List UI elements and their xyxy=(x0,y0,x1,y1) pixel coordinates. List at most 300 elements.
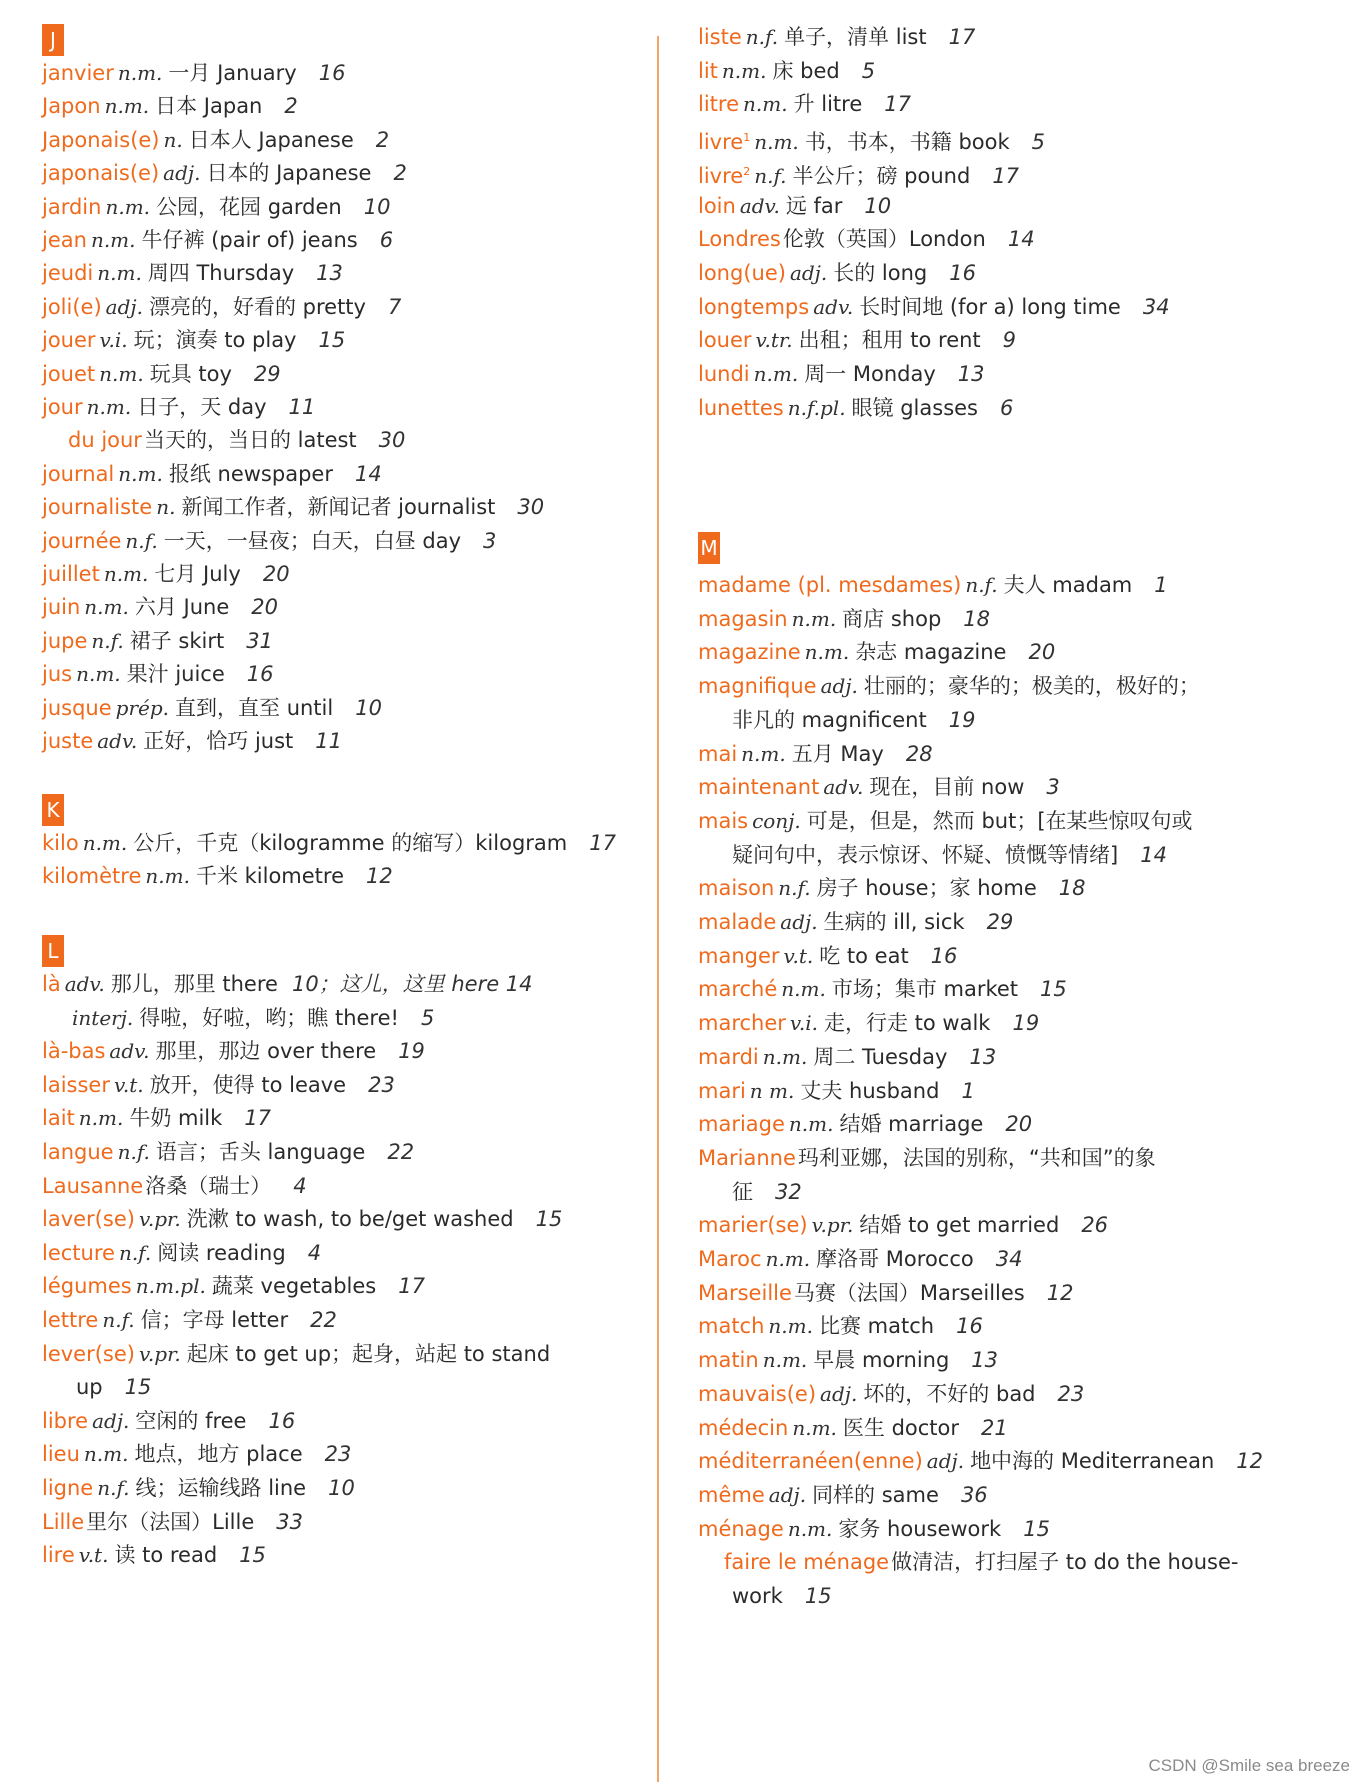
entry-definition: 洛桑（瑞士） xyxy=(145,1173,272,1198)
dictionary-entry xyxy=(42,492,544,522)
grammar-label: n.m. xyxy=(804,640,850,665)
entry-definition: 报纸 newspaper xyxy=(168,461,333,486)
dictionary-entry xyxy=(68,425,405,455)
page-reference: 21 xyxy=(981,1415,1008,1440)
entry-definition: 牛仔裤 (pair of) jeans xyxy=(141,228,358,252)
grammar-label: v.i. xyxy=(99,328,128,353)
dictionary-entry xyxy=(42,58,345,88)
grammar-label: n.m. xyxy=(753,362,799,386)
grammar-label: n.m. xyxy=(721,58,767,83)
grammar-label: adj. xyxy=(780,910,818,934)
dictionary-entry xyxy=(698,806,1193,836)
column-divider xyxy=(657,36,659,1782)
page-reference: 16 xyxy=(246,662,274,687)
entry-word: magazine xyxy=(698,640,801,665)
entry-definition: 线；运输线路 line xyxy=(135,1476,307,1500)
dictionary-entry xyxy=(698,739,933,769)
entry-word: kilo xyxy=(42,831,79,855)
dictionary-entry xyxy=(42,559,290,589)
entry-word: maison xyxy=(698,876,775,901)
entry-definition: 生病的 ill, sick xyxy=(823,910,965,934)
grammar-label: v.t. xyxy=(113,1072,144,1097)
entry-definition: 一月 January xyxy=(168,61,297,85)
grammar-label: adj. xyxy=(768,1482,807,1507)
entry-definition: up xyxy=(76,1375,103,1400)
entry-word: Marianne xyxy=(698,1145,796,1170)
entry-word: Lausanne xyxy=(42,1173,144,1198)
grammar-label: v.tr. xyxy=(755,328,793,353)
dictionary-entry xyxy=(42,1439,351,1469)
dictionary-entry xyxy=(698,1008,1039,1038)
grammar-label: n.m. xyxy=(82,831,128,855)
entry-word: langue xyxy=(42,1140,114,1164)
grammar-label: n.m. xyxy=(762,1044,808,1069)
entry-definition: 市场；集市 market xyxy=(831,977,1019,1002)
entry-definition: 夫人 madam xyxy=(1003,573,1133,597)
entry-word: janvier xyxy=(42,61,114,85)
dictionary-entry xyxy=(698,89,911,119)
entry-definition: 得啦，好啦，哟；瞧 there! xyxy=(139,1005,399,1030)
dictionary-entry xyxy=(698,1413,1008,1443)
page-reference: 9 xyxy=(1002,328,1017,353)
grammar-label: n.m. xyxy=(83,1442,129,1467)
grammar-label: adj. xyxy=(163,161,201,186)
entry-word: lunettes xyxy=(698,395,784,420)
entry-word: jouer xyxy=(42,328,96,353)
grammar-label: adj. xyxy=(789,260,828,285)
page-reference: 11 xyxy=(315,729,342,753)
entry-definition: 早晨 morning xyxy=(813,1348,950,1373)
entry-word: là xyxy=(42,972,61,996)
entry-definition: 吃 to eat xyxy=(819,943,909,968)
entry-definition: 眼镜 glasses xyxy=(851,395,978,420)
entry-definition: 日本 Japan xyxy=(155,94,263,119)
entry-word: lit xyxy=(698,58,718,83)
section-letter-m: M xyxy=(698,532,720,564)
entry-definition: 周一 Monday xyxy=(804,362,936,386)
entry-word: jupe xyxy=(42,628,88,653)
page-reference: 36 xyxy=(960,1482,988,1507)
page-reference: 12 xyxy=(366,864,393,889)
entry-definition: 地点，地方 place xyxy=(134,1442,303,1467)
page-reference: 29 xyxy=(986,910,1014,934)
page-reference: 3 xyxy=(483,528,497,553)
page-reference: 3 xyxy=(1046,775,1060,800)
entry-definition: 公园，花园 garden xyxy=(156,194,342,219)
entry-definition: 六月 June xyxy=(134,595,230,620)
dictionary-entry xyxy=(42,392,315,422)
page-reference: 16 xyxy=(318,61,346,85)
page-reference: 34 xyxy=(1142,294,1170,319)
entry-word: jardin xyxy=(42,194,102,219)
dictionary-entry xyxy=(42,659,274,689)
grammar-label: n.f. xyxy=(778,876,811,901)
dictionary-entry xyxy=(698,359,985,389)
grammar-label: n.m. xyxy=(76,662,121,687)
entry-definition: 马赛（法国）Marseilles xyxy=(793,1280,1025,1305)
grammar-label: n.m. xyxy=(791,606,837,631)
dictionary-entry xyxy=(42,1540,266,1570)
dictionary-entry xyxy=(698,191,891,221)
dictionary-entry xyxy=(42,1507,303,1537)
page-reference: 17 xyxy=(589,831,616,855)
entry-definition: 玩具 toy xyxy=(149,361,232,386)
entry-word: mari xyxy=(698,1078,746,1103)
page-reference: 10 xyxy=(328,1476,355,1500)
grammar-label: adj. xyxy=(820,674,858,699)
grammar-label: n.m. xyxy=(765,1247,811,1271)
page-reference: 15 xyxy=(535,1207,563,1232)
dictionary-entry xyxy=(698,671,1200,701)
page-reference: 13 xyxy=(969,1044,997,1069)
entry-definition: 直到，直至 until xyxy=(175,695,334,720)
page-reference: 20 xyxy=(1028,640,1056,665)
entry-definition: 结婚 to get married xyxy=(859,1213,1060,1238)
page-reference: 28 xyxy=(905,741,933,766)
page-reference: 19 xyxy=(1012,1011,1040,1036)
page-reference: 10 xyxy=(355,695,382,720)
page-reference: 22 xyxy=(310,1308,337,1332)
page-reference: 20 xyxy=(1005,1112,1033,1137)
grammar-label: n. xyxy=(156,495,176,520)
dictionary-entry xyxy=(724,1547,1238,1577)
entry-word: match xyxy=(698,1314,765,1339)
grammar-label: n.m. xyxy=(99,361,144,386)
dictionary-entry xyxy=(698,873,1086,903)
page-reference: 19 xyxy=(398,1039,425,1064)
dictionary-entry xyxy=(42,192,390,222)
dictionary-entry xyxy=(42,158,407,188)
dictionary-entry xyxy=(42,1339,550,1369)
grammar-label: v.i. xyxy=(789,1011,818,1036)
entry-word: marcher xyxy=(698,1011,786,1036)
page-reference: 1 xyxy=(1154,573,1168,597)
entry-definition: 公斤，千克（kilogramme 的缩写）kilogram xyxy=(133,831,568,855)
grammar-label: v.t. xyxy=(783,943,814,968)
entry-definition: 结婚 marriage xyxy=(839,1112,984,1137)
entry-definition: 周四 Thursday xyxy=(147,261,295,286)
dictionary-entry xyxy=(730,705,975,735)
page-reference: 2 xyxy=(393,161,407,186)
grammar-label: n.f. xyxy=(125,528,158,553)
page-reference: 13 xyxy=(316,261,343,286)
page-reference: 22 xyxy=(387,1140,415,1164)
entry-definition: 走，行走 to walk xyxy=(823,1011,991,1036)
entry-word: Maroc xyxy=(698,1247,762,1271)
entry-definition: 空闲的 free xyxy=(135,1408,247,1433)
entry-definition: 同样的 same xyxy=(812,1482,939,1507)
grammar-label: n.f. xyxy=(745,25,779,49)
dictionary-entry xyxy=(42,1137,414,1167)
entry-word: maintenant xyxy=(698,775,820,800)
grammar-label: adv. xyxy=(97,729,138,753)
grammar-label: conj. xyxy=(752,808,801,833)
dictionary-entry xyxy=(42,1473,355,1503)
page-reference: 23 xyxy=(368,1072,395,1097)
entry-definition: 非凡的 magnificent xyxy=(732,707,927,732)
grammar-label: adj. xyxy=(105,294,143,319)
page-reference: 20 xyxy=(262,562,290,586)
page-reference: 14 xyxy=(354,461,382,486)
entry-definition: 漂亮的，好看的 pretty xyxy=(148,294,366,319)
dictionary-entry xyxy=(42,969,533,999)
entry-definition: 玛利亚娜，法国的别称，“共和国”的象 xyxy=(797,1145,1156,1170)
dictionary-entry xyxy=(698,123,1045,153)
page-reference: 33 xyxy=(276,1509,303,1534)
entry-word: même xyxy=(698,1482,765,1507)
entry-word: ligne xyxy=(42,1476,94,1500)
entry-word: laver(se) xyxy=(42,1207,135,1232)
grammar-label: n.m. xyxy=(792,1415,837,1440)
grammar-label: n.m. xyxy=(145,864,190,889)
grammar-label: v.pr. xyxy=(138,1207,181,1232)
page-reference: 15 xyxy=(1040,977,1067,1002)
dictionary-entry xyxy=(730,1581,832,1611)
dictionary-entry xyxy=(42,125,389,155)
entry-word: lundi xyxy=(698,362,750,386)
entry-word: faire le ménage xyxy=(724,1550,890,1575)
watermark: CSDN @Smile sea breeze xyxy=(1148,1756,1350,1775)
entry-definition: 可是，但是，然而 but；[在某些惊叹句或 xyxy=(806,808,1193,833)
entry-definition: 比赛 match xyxy=(818,1314,935,1339)
entry-definition: 摩洛哥 Morocco xyxy=(816,1247,974,1271)
page-reference: 2 xyxy=(284,94,298,119)
dictionary-entry xyxy=(698,1480,988,1510)
dictionary-entry xyxy=(42,359,281,389)
entry-word: mardi xyxy=(698,1044,759,1069)
page-reference: 17 xyxy=(948,25,976,49)
grammar-label: n.f. xyxy=(117,1140,150,1164)
dictionary-entry xyxy=(42,292,401,322)
page-reference: 29 xyxy=(253,361,281,386)
page-reference: 18 xyxy=(1058,876,1086,901)
grammar-label: n.m. xyxy=(90,228,136,252)
grammar-label: n.m. xyxy=(97,261,142,286)
entry-definition: 单子，清单 list xyxy=(784,25,927,49)
grammar-label: n.f. xyxy=(754,163,787,188)
grammar-label: adj. xyxy=(820,1381,858,1406)
entry-definition: 家务 housework xyxy=(838,1516,1002,1541)
dictionary-entry xyxy=(42,258,343,288)
page-reference: 10 xyxy=(363,194,391,219)
entry-definition: 医生 doctor xyxy=(842,1415,960,1440)
page-reference: 30 xyxy=(517,495,545,520)
grammar-label: adv. xyxy=(823,775,864,800)
grammar-label: n.m. xyxy=(741,741,786,766)
page-reference: 5 xyxy=(861,58,876,83)
grammar-label: n.f. xyxy=(102,1308,135,1332)
entry-word: jus xyxy=(42,662,73,687)
entry-word: journaliste xyxy=(42,495,153,520)
dictionary-entry xyxy=(698,1379,1084,1409)
entry-definition: 一天，一昼夜；白天，白昼 day xyxy=(163,528,462,553)
grammar-label: n.m. xyxy=(86,395,132,419)
dictionary-entry xyxy=(698,56,875,86)
page-reference: 23 xyxy=(1057,1381,1085,1406)
entry-word: longtemps xyxy=(698,294,810,319)
entry-word: jouet xyxy=(42,361,96,386)
entry-word: lecture xyxy=(42,1240,115,1265)
entry-definition: 正好，恰巧 just xyxy=(143,729,294,753)
page-reference: 4 xyxy=(293,1173,307,1198)
entry-definition: 玩；演奏 to play xyxy=(133,328,297,353)
entry-word: jusque xyxy=(42,695,112,720)
dictionary-entry xyxy=(42,1204,562,1234)
dictionary-entry xyxy=(698,1446,1263,1476)
dictionary-entry xyxy=(42,1305,337,1335)
entry-word: journal xyxy=(42,461,115,486)
dictionary-entry xyxy=(42,225,393,255)
dictionary-entry xyxy=(698,941,957,971)
entry-definition: 坏的，不好的 bad xyxy=(863,1381,1036,1406)
page-reference: 26 xyxy=(1081,1213,1109,1238)
entry-word: Lille xyxy=(42,1509,85,1534)
entry-word: loin xyxy=(698,193,736,218)
grammar-label: n.f. xyxy=(97,1476,130,1500)
section-letter-k: K xyxy=(42,794,64,826)
entry-definition: 放开，使得 to leave xyxy=(149,1072,347,1097)
page-reference: 17 xyxy=(992,163,1020,188)
entry-word: juste xyxy=(42,729,94,753)
entry-word: juin xyxy=(42,595,81,620)
entry-definition: 出租；租用 to rent xyxy=(798,328,981,353)
page-reference: 5 xyxy=(420,1005,435,1030)
entry-word: jour xyxy=(42,395,83,419)
dictionary-entry xyxy=(730,1177,802,1207)
grammar-label: n.m. xyxy=(743,92,788,117)
page-reference: 12 xyxy=(1046,1280,1074,1305)
entry-word: magnifique xyxy=(698,674,817,699)
dictionary-entry xyxy=(698,604,990,634)
entry-definition: 做清洁，打扫屋子 to do the house- xyxy=(891,1550,1239,1575)
dictionary-entry xyxy=(698,1514,1050,1544)
entry-definition: 蔬菜 vegetables xyxy=(211,1274,377,1299)
dictionary-entry xyxy=(698,570,1168,600)
page-reference: 14 xyxy=(1140,842,1167,867)
dictionary-entry xyxy=(698,1311,983,1341)
entry-definition: 那里，那边 over there xyxy=(155,1039,377,1064)
grammar-label: n.m. xyxy=(787,1516,833,1541)
dictionary-entry xyxy=(42,861,393,891)
dictionary-entry xyxy=(42,592,278,622)
entry-definition: 周二 Tuesday xyxy=(813,1044,948,1069)
entry-word: libre xyxy=(42,1408,89,1433)
entry-definition: 里尔（法国）Lille xyxy=(86,1509,255,1534)
page-reference: 15 xyxy=(239,1543,266,1568)
dictionary-entry xyxy=(42,1070,395,1100)
dictionary-entry xyxy=(698,22,975,52)
entry-word: matin xyxy=(698,1348,759,1373)
entry-word: jean xyxy=(42,228,87,252)
grammar-label: interj. xyxy=(72,1005,134,1030)
page-reference: 7 xyxy=(387,294,402,319)
entry-word: louer xyxy=(698,328,752,353)
dictionary-entry xyxy=(42,526,496,556)
dictionary-entry xyxy=(698,1109,1032,1139)
page-reference: 14 xyxy=(1007,227,1035,252)
page-reference: 23 xyxy=(324,1442,352,1467)
entry-word: lait xyxy=(42,1106,75,1131)
entry-definition: 伦敦（英国）London xyxy=(782,227,986,252)
dictionary-entry xyxy=(42,1036,425,1066)
entry-word: magasin xyxy=(698,606,788,631)
grammar-label: n. xyxy=(163,127,183,152)
entry-word: japonais(e) xyxy=(42,161,160,186)
dictionary-entry xyxy=(698,1210,1108,1240)
page-reference: 11 xyxy=(288,395,316,419)
dictionary-entry xyxy=(730,840,1167,870)
entry-word: mais xyxy=(698,808,749,833)
entry-word: livre xyxy=(698,130,744,155)
page-reference: 17 xyxy=(244,1106,272,1131)
dictionary-entry xyxy=(42,1103,271,1133)
page-reference: 18 xyxy=(963,606,991,631)
grammar-label: n.f.pl. xyxy=(787,395,846,420)
grammar-label: n.m. xyxy=(103,562,149,586)
dictionary-entry xyxy=(698,1244,1022,1274)
entry-word: joli(e) xyxy=(42,294,102,319)
entry-word: litre xyxy=(698,92,739,117)
entry-word: lieu xyxy=(42,1442,80,1467)
dictionary-entry xyxy=(74,1372,151,1402)
entry-definition: 床 bed xyxy=(772,58,840,83)
dictionary-entry xyxy=(698,258,976,288)
entry-definition: 长时间地 (for a) long time xyxy=(859,294,1121,319)
entry-word: malade xyxy=(698,910,777,934)
entry-definition: 日本的 Japanese xyxy=(206,161,372,186)
dictionary-entry xyxy=(42,325,345,355)
entry-definition: 语言；舌头 language xyxy=(155,1140,366,1164)
entry-word: là-bas xyxy=(42,1039,106,1064)
grammar-label: adv. xyxy=(813,294,854,319)
grammar-label: v.pr. xyxy=(138,1341,181,1366)
dictionary-entry xyxy=(42,626,273,656)
entry-definition: 疑问句中，表示惊讶、怀疑、愤慨等情绪] xyxy=(732,842,1119,867)
entry-word: mauvais(e) xyxy=(698,1381,817,1406)
page-reference: 6 xyxy=(1000,395,1014,420)
grammar-label: n.m. xyxy=(788,1112,834,1137)
dictionary-entry xyxy=(698,1278,1074,1308)
grammar-label: n.m. xyxy=(768,1314,813,1339)
page-reference: 13 xyxy=(971,1348,999,1373)
entry-definition: 起床 to get up；起身，站起 to stand xyxy=(186,1341,551,1366)
grammar-label: adv. xyxy=(739,193,780,218)
entry-definition: 丈夫 husband xyxy=(800,1078,940,1103)
entry-word: mai xyxy=(698,741,738,766)
dictionary-entry xyxy=(698,292,1170,322)
entry-definition: 当天的，当日的 latest xyxy=(143,428,357,453)
entry-word: marier(se) xyxy=(698,1213,808,1238)
grammar-label: adj. xyxy=(92,1408,130,1433)
page-reference: 16 xyxy=(956,1314,983,1339)
page-reference: 19 xyxy=(948,707,976,732)
page-reference: 1 xyxy=(961,1078,975,1103)
grammar-label: n.f. xyxy=(965,573,998,597)
entry-definition: 壮丽的；豪华的；极美的，极好的； xyxy=(863,674,1200,699)
grammar-label: n.m. xyxy=(84,595,129,620)
dictionary-entry xyxy=(42,1238,321,1268)
grammar-label: n.m. xyxy=(105,194,151,219)
entry-word: liste xyxy=(698,25,742,49)
page-reference: 13 xyxy=(957,362,985,386)
dictionary-entry xyxy=(68,1003,434,1033)
entry-definition: 裙子 skirt xyxy=(129,628,225,653)
section-letter-l: L xyxy=(42,935,64,967)
grammar-label: n.m. xyxy=(118,461,163,486)
page-reference: 34 xyxy=(995,1247,1023,1271)
entry-word: Marseille xyxy=(698,1280,792,1305)
grammar-label: n.m. xyxy=(117,61,163,85)
